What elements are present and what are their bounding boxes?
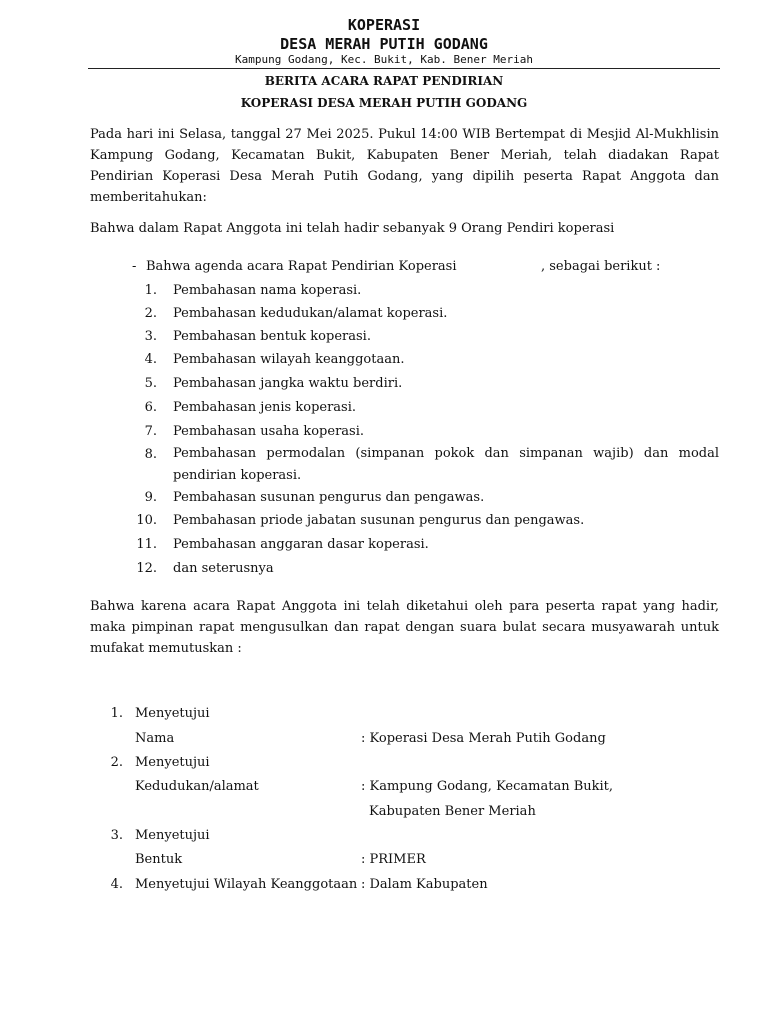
decision-heading: Menyetujui [135,755,210,770]
decision-paragraph: Bahwa karena acara Rapat Anggota ini telah diketahui oleh para peserta rapat yang hadir, maka pimpinan rapat mengusulkan dan rapat dengan suara bulat secara musyawarah untuk mufakat memutuskan : [90,599,719,656]
decision-heading-wilayah: Menyetujui Wilayah Keanggotaan [135,877,358,892]
decision-label-bentuk: Bentuk [135,852,183,867]
agenda-number: 5. [144,376,157,391]
header-address: Kampung Godang, Kec. Bukit, Kab. Bener Meriah [234,53,533,66]
decision-value-kedudukan: : Kampung Godang, Kecamatan Bukit, [361,779,614,794]
agenda-item: Pembahasan anggaran dasar koperasi. [173,537,429,552]
agenda-number: 4. [144,352,157,367]
agenda-number: 2. [144,306,157,321]
agenda-number: 8. [144,447,157,462]
agenda-item: Pembahasan priode jabatan susunan pengurus dan pengawas. [173,513,585,528]
agenda-dash: - [132,259,137,274]
agenda-item: Pembahasan jenis koperasi. [173,400,357,415]
agenda-intro-end: , sebagai berikut : [541,259,661,274]
header-org-name: DESA MERAH PUTIH GODANG [280,35,488,53]
document-title: BERITA ACARA RAPAT PENDIRIAN [264,74,504,88]
decision-heading: Menyetujui [135,706,210,721]
decision-value-nama: : Koperasi Desa Merah Putih Godang [361,731,606,746]
decision-label-nama: Nama [135,731,175,746]
agenda-item: Pembahasan jangka waktu berdiri. [173,376,403,391]
agenda-item: Pembahasan kedudukan/alamat koperasi. [173,306,448,321]
header-org-type: KOPERASI [347,16,421,34]
decision-value-bentuk: : PRIMER [361,852,426,867]
attendance-line: Bahwa dalam Rapat Anggota ini telah hadir sebanyak 9 Orang Pendiri koperasi [90,221,615,236]
decision-number: 4. [110,877,123,892]
agenda-item: Pembahasan susunan pengurus dan pengawas. [173,490,485,505]
agenda-item: Pembahasan bentuk koperasi. [173,329,371,344]
decision-label-kedudukan: Kedudukan/alamat [135,779,259,794]
agenda-number: 7. [144,424,157,439]
header-divider [88,68,720,69]
agenda-item: Pembahasan usaha koperasi. [173,424,365,439]
decision-value-kedudukan-cont: Kabupaten Bener Meriah [369,804,536,819]
agenda-number: 1. [144,283,157,298]
decision-number: 2. [110,755,123,770]
agenda-item: Pembahasan nama koperasi. [173,283,362,298]
agenda-number: 11. [136,537,157,552]
agenda-number: 9. [144,490,157,505]
decision-heading: Menyetujui [135,828,210,843]
agenda-number: 12. [136,561,157,576]
agenda-item: Pembahasan permodalan (simpanan pokok dan simpanan wajib) dan modal pendirian koperasi. [173,446,719,483]
decision-value-wilayah: : Dalam Kabupaten [361,877,488,892]
agenda-number: 10. [136,513,157,528]
decision-number: 3. [110,828,123,843]
document-subtitle: KOPERASI DESA MERAH PUTIH GODANG [240,96,528,110]
agenda-number: 6. [144,400,157,415]
opening-paragraph: Pada hari ini Selasa, tanggal 27 Mei 2025. Pukul 14:00 WIB Bertempat di Mesjid Al-Mukhlisin Kampung Godang, Kecamatan Bukit, Kabupaten Bener Meriah, telah diadakan Rapat Pendirian Koperasi Desa Merah Putih Godang, yang dipilih peserta Rapat Anggota dan memberitahukan: [90,127,719,205]
agenda-intro: Bahwa agenda acara Rapat Pendirian Koperasi [146,259,457,274]
agenda-number: 3. [144,329,157,344]
decision-number: 1. [110,706,123,721]
agenda-item: Pembahasan wilayah keanggotaan. [173,352,405,367]
agenda-item: dan seterusnya [173,561,274,576]
